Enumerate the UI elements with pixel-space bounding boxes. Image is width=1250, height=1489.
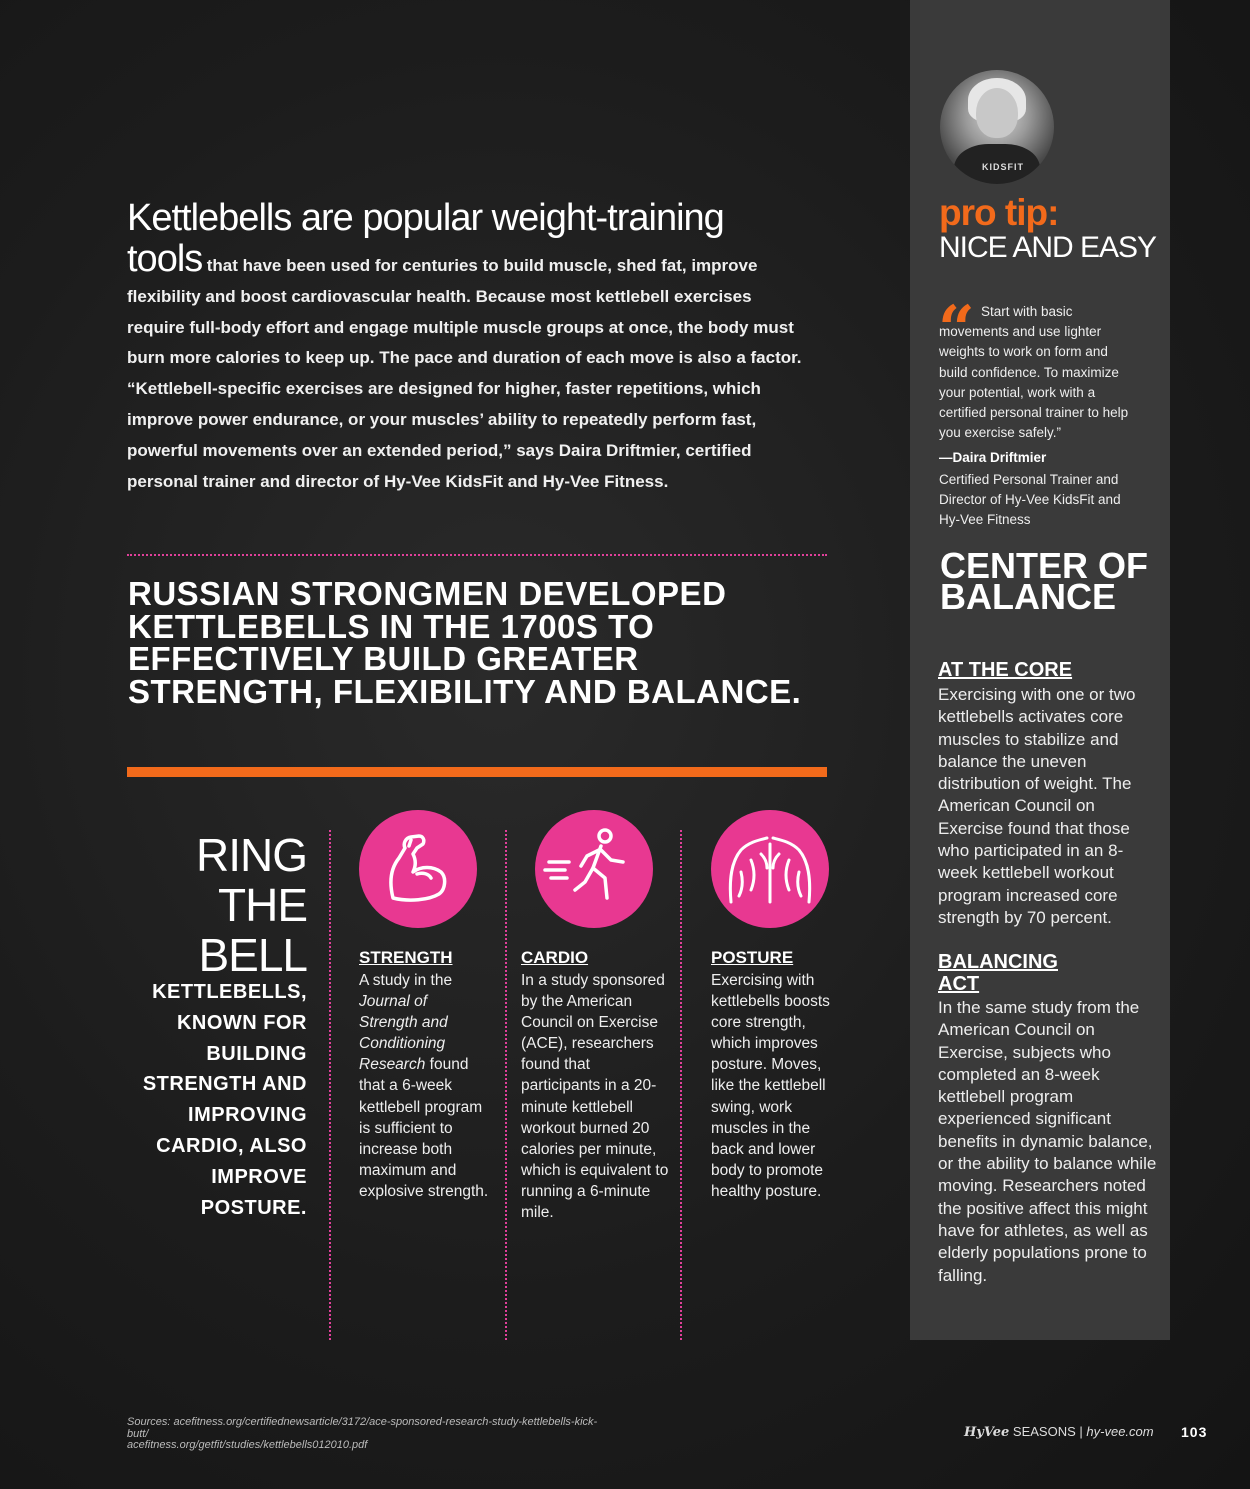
source-link-2: acefitness.org/getfit/studies/kettlebells012010.pdf [127,1439,368,1451]
ring-title-line2: THE [218,879,307,931]
cardio-body: In a study sponsored by the American Council on Exercise (ACE), researchers found that participants in a 20-minute kettlebell workout burned 20 calories per minute, which is equivalent to running a 6-minute mile. [521,972,669,1222]
core-heading: AT THE CORE [938,659,1073,681]
journal-title: Journal of Strength and Conditioning Research [359,993,448,1074]
footer [964,1424,1154,1440]
posture-body: Exercising with kettlebells boosts core strength, which improves posture. Moves, like the kettlebell swing, work muscles in the back and lower body to promote healthy posture. [711,972,830,1200]
balancing-body: In the same study from the American Council on Exercise, subjects who completed an 8-week kettlebell program experienced significant benefits in dynamic balance, or the ability to balance while moving. Researchers noted the positive affect this might have for athletes, as well as elderly populations prone to falling. [938,998,1157,1285]
trainer-photo [940,70,1054,184]
strength-body-post: found that a 6-week kettlebell program is sufficient to increase both maximum and explosive strength. [359,1056,489,1200]
attribution-name: —Daira Driftmier [939,450,1047,465]
dotted-divider [127,554,827,556]
magazine-name: SEASONS [1012,1424,1076,1439]
protip-title: NICE AND EASY [939,231,1157,264]
column-divider [680,830,682,1340]
column-divider [329,830,331,1340]
quote-mark-icon: “ [938,292,975,367]
strength-body [359,970,489,1202]
sources-label: Sources: [127,1416,171,1428]
cardio-heading: CARDIO [521,948,589,967]
center-of-balance-title: CENTER OF BALANCE [940,545,1149,617]
page-number: 103 [1181,1424,1208,1440]
intro-headline-tools: tools [127,238,203,280]
back-muscles-icon [711,810,829,928]
balancing-heading-line2: ACT [938,973,980,995]
column-divider [505,830,507,1340]
photo-shirt-text: KIDSFIT [982,162,1024,172]
intro-paragraph [127,198,807,497]
hyvee-logo: HyVee [964,1425,1010,1440]
posture-heading: POSTURE [711,948,794,967]
ring-the-bell-title [130,830,307,980]
intro-body: that have been used for centuries to build muscle, shed fat, improve flexibility and boost cardiovascular health. Because most kettlebell exercises require full-body effort and engage multiple muscle groups at once, the body must burn more calories to keep up. The pace and duration of each move is also a factor. “Kettlebell-specific exercises are designed for higher, faster repetitions, which improve power endurance, or your muscles’ ability to repeatedly perform fast, powerful movements over an extended period,” says Daira Driftmier, certified personal trainer and director of Hy-Vee KidsFit and Hy-Vee Fitness. [127,256,802,491]
orange-divider [127,767,827,777]
source-link-1: acefitness.org/certifiednewsarticle/3172/ace-sponsored-research-study-kettlebells-kick-butt/ [127,1416,598,1440]
protip-quote [939,302,1139,443]
footer-separator: | [1079,1424,1083,1439]
photo-face [976,88,1018,138]
balancing-heading-line1: BALANCING [938,951,1058,973]
history-fact: RUSSIAN STRONGMEN DEVELOPED KETTLEBELLS IN THE 1700S TO EFFECTIVELY BUILD GREATER STRENGTH, FLEXIBILITY AND BALANCE. [128,575,802,710]
sources [127,1417,607,1452]
protip-quote-text: Start with basic movements and use lighter weights to work on form and build confidence. To maximize your potential, work with a certified personal trainer to help you exercise safely.” [939,304,1129,441]
footer-url: hy-vee.com [1086,1424,1154,1439]
intro-headline: Kettlebells are popular weight-training [127,197,724,239]
ring-the-bell-subtitle: KETTLEBELLS, KNOWN FOR BUILDING STRENGTH AND IMPROVING CARDIO, ALSO IMPROVE POSTURE. [142,981,307,1219]
ring-title-line1: RING [196,829,307,881]
protip-label: pro tip: [939,192,1059,233]
ring-title-line3: BELL [198,929,307,981]
running-person-icon [535,810,653,928]
strength-heading: STRENGTH [359,948,453,967]
flexed-arm-icon [359,810,477,928]
balancing-heading [938,951,1058,995]
strength-body-pre: A study in the [359,972,453,989]
attribution-role: Certified Personal Trainer and Director of Hy-Vee KidsFit and Hy-Vee Fitness [939,472,1121,528]
core-body: Exercising with one or two kettlebells activates core muscles to stabilize and balance the uneven distribution of weight. The American Council on Exercise found that those who participated in an 8-week kettlebell workout program increased core strength by 70 percent. [938,685,1136,927]
